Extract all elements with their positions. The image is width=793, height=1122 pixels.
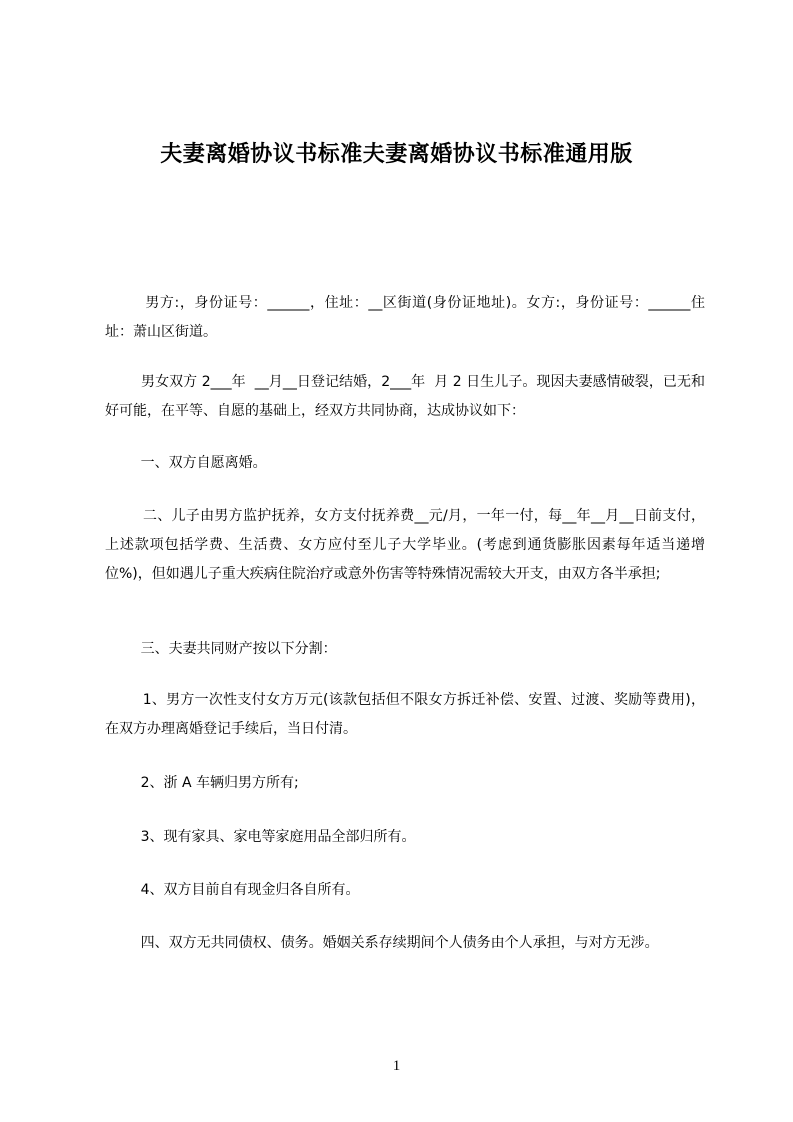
paragraph-clause-3-item-2: 2、浙 A 车辆归男方所有; — [105, 775, 299, 791]
paragraph-clause-3: 三、夫妻共同财产按以下分割： — [105, 641, 337, 657]
document-title: 夫妻离婚协议书标准夫妻离婚协议书标准通用版 — [160, 142, 633, 167]
paragraph-clause-3-item-4: 4、双方目前自有现金归各自所有。 — [105, 882, 360, 898]
paragraph-clause-2: 二、儿子由男方监护抚养，女方支付抚养费__元/月，一年一付，每__年__月__日前支付，上述款项包括学费、生活费、女方应付至儿子大学毕业。(考虑到通货膨胀因素每年适当递增位%)，但如遇儿子重大疾病住院治疗或意外伤害等特殊情况需较大开支，由双方各半承担; — [105, 508, 705, 582]
paragraph-clause-3-item-3: 3、现有家具、家电等家庭用品全部归所有。 — [105, 829, 416, 845]
paragraph-marriage-info: 男女双方 2___年 __月__日登记结婚，2___年 月 2 日生儿子。现因夫妻感情破裂，已无和好可能，在平等、自愿的基础上，经双方共同协商，达成协议如下： — [105, 374, 705, 419]
paragraph-clause-4: 四、双方无共同债权、债务。婚姻关系存续期间个人债务由个人承担，与对方无涉。 — [105, 935, 659, 951]
paragraph-clause-1: 一、双方自愿离婚。 — [105, 455, 267, 471]
paragraph-clause-3-item-1: 1、男方一次性支付女方万元(该款包括但不限女方拆迁补偿、安置、过渡、奖励等费用)，在双方办理离婚登记手续后，当日付清。 — [105, 692, 705, 737]
paragraph-party-info: 男方:，身份证号：______，住址：__区街道(身份证地址)。女方:，身份证号：______住址：萧山区街道。 — [105, 295, 705, 340]
page-number: 1 — [392, 1058, 401, 1074]
